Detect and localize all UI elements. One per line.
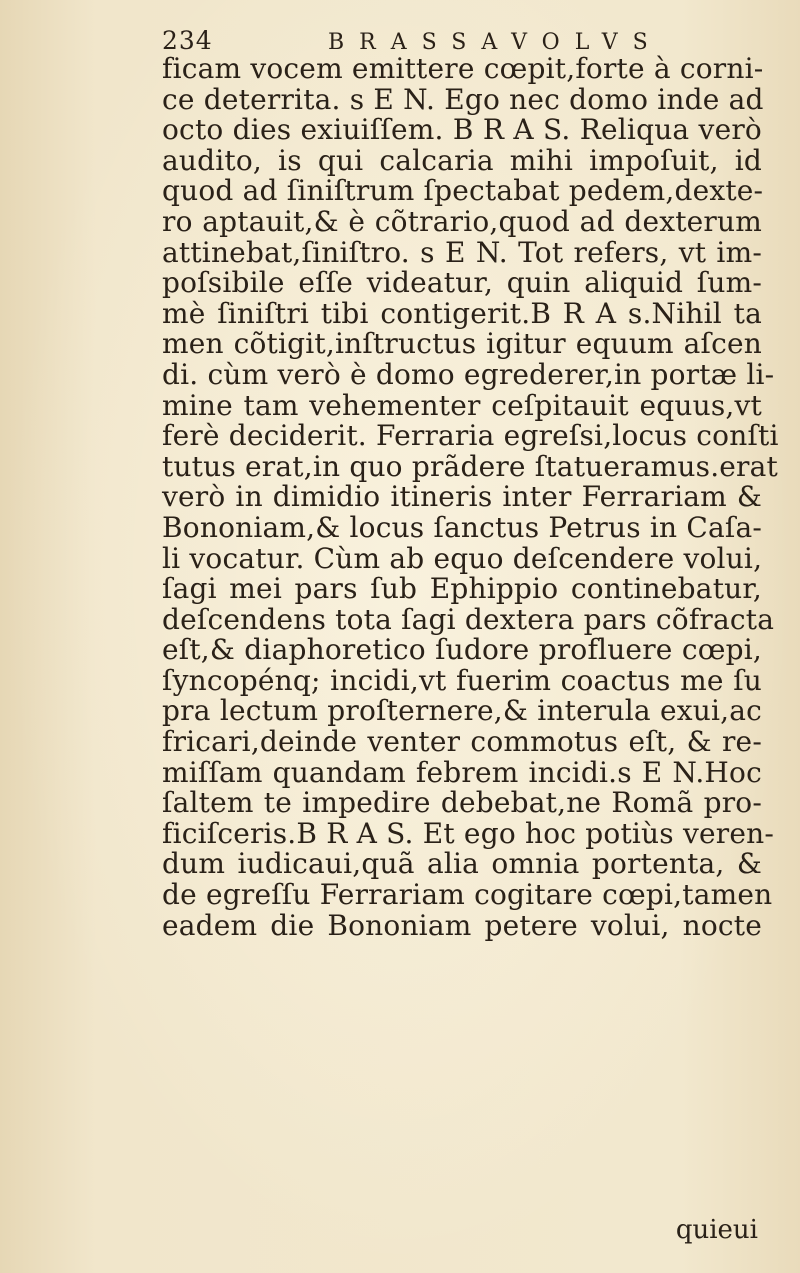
text-line: attinebat,ſiniſtro. s E N. Tot refers, vt im- [162, 235, 762, 269]
text-line: quod ad ſiniſtrum ſpectabat pedem,dexte- [162, 174, 764, 208]
text-line: pra lectum proſternere,& interula exui,ac [162, 694, 762, 728]
text-line: li vocatur. Cùm ab equo deſcendere volui, [162, 541, 763, 575]
text-line: miſſam quandam febrem incidi.s E N.Hoc [162, 755, 762, 789]
body-text [162, 52, 779, 942]
text-line: fricari,deinde venter commotus eſt, & re- [162, 725, 762, 759]
text-line: ce deterrita. s E N. Ego nec domo inde ad [162, 82, 764, 116]
text-line: tutus erat,in quo prãdere ſtatueramus.erat [162, 449, 778, 483]
text-line: men cõtigit,inſtructus igitur equum aſcen [162, 327, 762, 361]
text-line: poſsibile eſſe videatur, quin aliquid ſum- [162, 266, 762, 300]
text-line: dum iudicaui,quã alia omnia portenta, & [162, 847, 762, 881]
page-number: 234 [162, 26, 213, 55]
text-line: octo dies exiuiſſem. B R A S. Reliqua verò [162, 113, 762, 147]
text-line: ficiſceris.B R A S. Et ego hoc potiùs veren- [162, 816, 774, 850]
text-line: di. cùm verò è domo egrederer,in portæ li- [162, 357, 775, 391]
text-line: audito, is qui calcaria mihi impoſuit, id [162, 143, 762, 177]
text-line: ſaltem te impedire debebat,ne Romã pro- [162, 786, 762, 820]
text-line: eadem die Bononiam petere volui, nocte [162, 908, 762, 942]
text-line: ferè deciderit. Ferraria egreſsi,locus conſti [162, 419, 779, 453]
running-head: BRASSAVOLVS [328, 30, 663, 55]
text-line: eſt,& diaphoretico ſudore profluere cœpi, [162, 633, 762, 667]
text-line: deſcendens tota ſagi dextera pars cõfracta [162, 602, 775, 636]
text-line: de egreſſu Ferrariam cogitare cœpi,tamen [162, 878, 773, 912]
text-line: mine tam vehementer ceſpitauit equus,vt [162, 388, 762, 422]
text-line: ſyncopénq; incidi,vt fuerim coactus me ſu [162, 663, 762, 697]
text-line: mè ſiniſtri tibi contigerit.B R A s.Nihil ta [162, 296, 762, 330]
text-line: verò in dimidio itineris inter Ferrariam & [162, 480, 762, 514]
text-line: ſagi mei pars ſub Ephippio continebatur, [162, 572, 762, 606]
text-line: Bononiam,& locus ſanctus Petrus in Caſa- [162, 510, 763, 544]
text-line: ficam vocem emittere cœpit,forte à corni- [162, 52, 764, 85]
catchword: quieui [675, 1215, 758, 1245]
text-line: ro aptauit,& è cõtrario,quod ad dexterum [162, 204, 762, 238]
